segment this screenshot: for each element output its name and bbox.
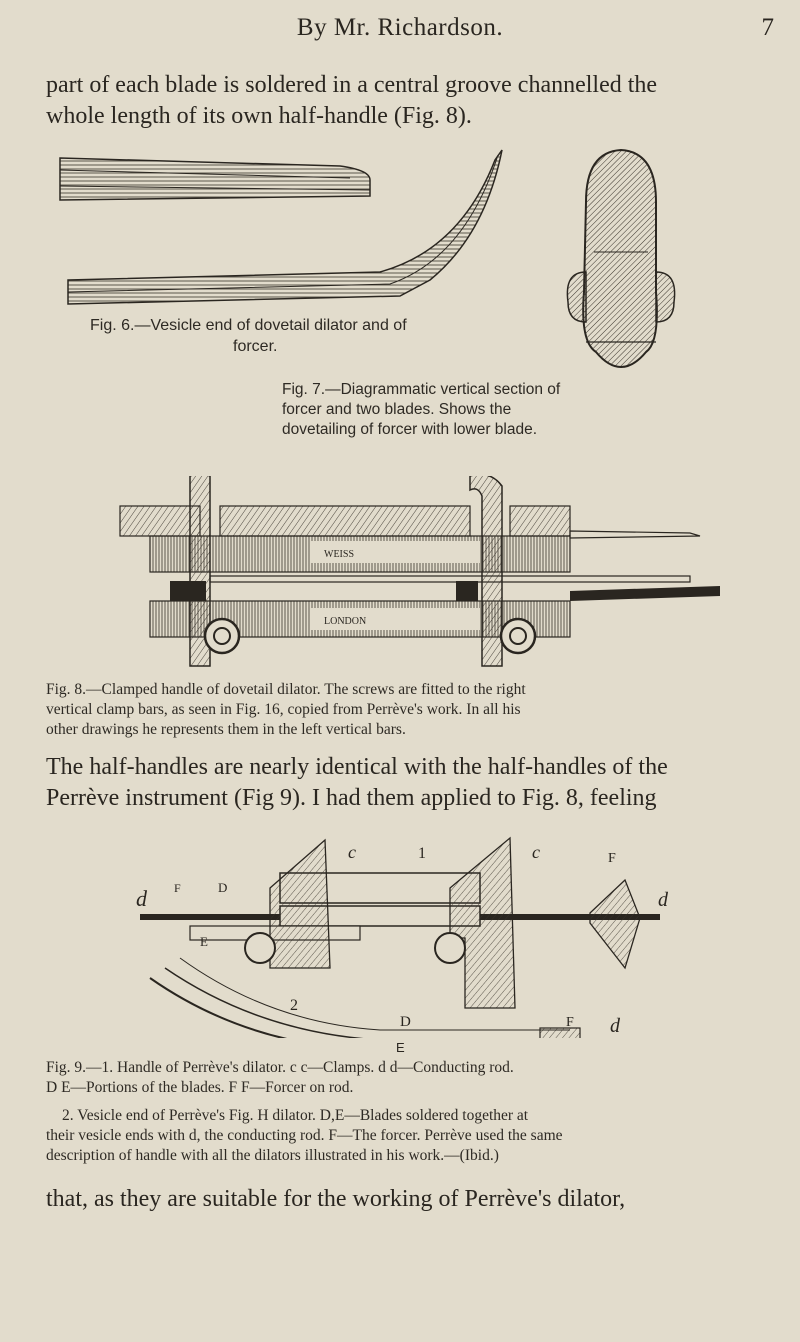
fig9-forcer [590,880,640,968]
paragraph-3-line-1: that, as they are suitable for the working of Perrève's dilator, [46,1186,626,1212]
fig9-label-d-top: D [218,880,228,895]
fig7-caption-line-3: dovetailing of forcer with lower blade. [282,421,538,438]
fig8-engraving-weiss: WEISS [324,549,354,560]
fig9-label-d-right: d [658,889,668,911]
fig9-caption-line-3: 2. Vesicle end of Perrève's Fig. H dilator. D,E—Blades soldered together at [62,1107,529,1124]
figure-9-illustration [120,818,700,1038]
fig9-label-e-bottom: E [396,1040,405,1055]
fig6-upper-blade [60,158,370,200]
fig6-caption-line-1: Fig. 6.—Vesicle end of dovetail dilator and of [90,317,407,334]
fig9-label-f-bottom: F [566,1015,574,1030]
fig6-caption-line-2: forcer. [233,338,278,355]
fig9-caption-line-4: their vesicle ends with d, the conducting rod. F—The forcer. Perrève used the same [46,1127,563,1144]
fig9-label-2: 2 [290,997,298,1014]
fig9-caption-line-2: D E—Portions of the blades. F F—Forcer on rod. [46,1079,354,1096]
fig9-clamp-left [270,840,330,968]
figure-6-illustration [40,140,520,320]
paragraph-2-line-1: The half-handles are nearly identical with the half-handles of the [46,754,668,780]
fig8-screw-left [205,619,239,653]
running-head: By Mr. Richardson. [296,14,504,41]
figure-8-illustration [110,476,730,676]
fig9-caption-line-1: Fig. 9.—1. Handle of Perrève's dilator. c c—Clamps. d d—Conducting rod. [46,1059,514,1076]
page-header [0,14,800,54]
fig9-caption-line-5: description of handle with all the dilators illustrated in his work.—(Ibid.) [46,1147,499,1164]
paragraph-2-line-2: Perrève instrument (Fig 9). I had them applied to Fig. 8, feeling [46,785,657,811]
fig9-label-1: 1 [418,845,426,862]
fig7-forcer-section [583,150,657,367]
fig9-label-c-right: c [532,842,540,862]
page-number: 7 [761,14,774,41]
paragraph-1-line-2: whole length of its own half-handle (Fig. 8). [46,103,472,129]
fig9-label-f-left: F [174,881,181,895]
fig8-engraving-london: LONDON [324,616,367,627]
fig9-label-e-left: E [200,934,208,949]
fig7-caption-line-1: Fig. 7.—Diagrammatic vertical section of [282,381,561,398]
fig7-caption-line-2: forcer and two blades. Shows the [282,401,512,418]
fig9-label-c-left: c [348,842,356,862]
fig9-label-d-bottom: D [400,1014,411,1030]
fig8-caption-line-1: Fig. 8.—Clamped handle of dovetail dilator. The screws are fitted to the right [46,681,526,698]
fig9-label-d-left: d [136,886,147,911]
fig8-caption-line-2: vertical clamp bars, as seen in Fig. 16, copied from Perrève's work. In all his [46,701,521,718]
paragraph-1-line-1: part of each blade is soldered in a central groove channelled the [46,72,658,98]
fig9-clamp-right [450,838,515,1008]
figure-7-illustration [556,142,686,392]
fig9-label-d-bottom-rod: d [610,1015,620,1037]
fig9-label-f-top-right: F [608,851,616,866]
fig8-screw-right [501,619,535,653]
fig8-caption-line-3: other drawings he represents them in the left vertical bars. [46,721,406,738]
